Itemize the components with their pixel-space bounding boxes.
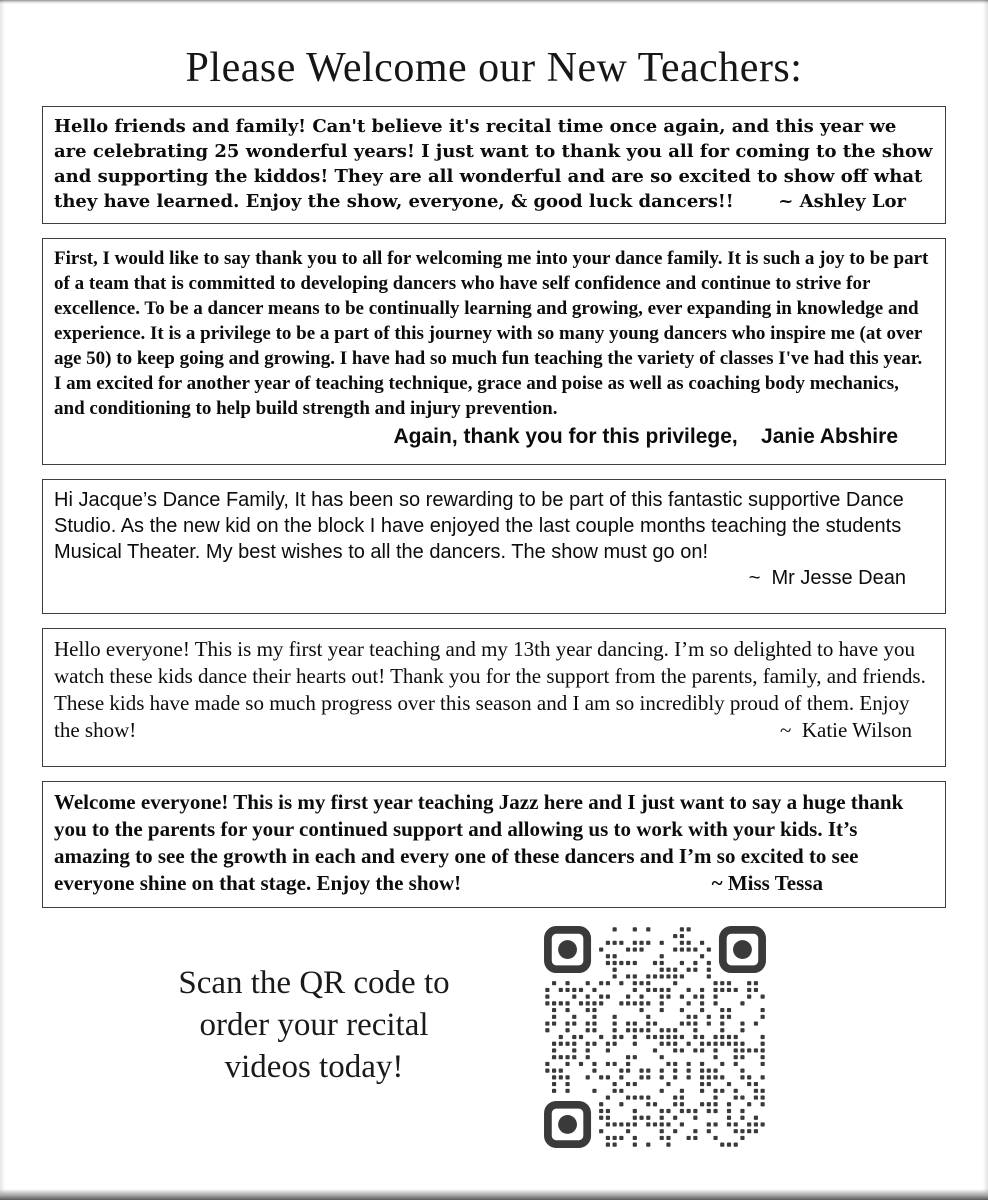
signature-tessa: ~ Miss Tessa bbox=[711, 871, 823, 895]
page-edge-bottom bbox=[0, 1189, 988, 1200]
signature-janie: Again, thank you for this privilege, Janie Abshire bbox=[393, 425, 898, 448]
teacher-message-box-katie bbox=[42, 628, 946, 767]
message-paragraph bbox=[54, 636, 934, 744]
message-paragraph bbox=[54, 246, 934, 421]
page-edge-left bbox=[0, 0, 5, 1200]
qr-code-icon bbox=[544, 926, 766, 1148]
messages-section bbox=[42, 106, 946, 908]
message-paragraph bbox=[54, 114, 934, 214]
page-edge-right bbox=[983, 0, 988, 1200]
message-paragraph bbox=[54, 487, 934, 565]
qr-caption bbox=[136, 962, 492, 1088]
page-edge-top bbox=[0, 0, 988, 4]
qr-caption-line: order your recital bbox=[199, 1007, 429, 1043]
message-text: Welcome everyone! This is my first year teaching Jazz here and I just want to say a huge thank you to the parents for your continued support and allowing us to work with your kids. It’s amazing to see the growth in each and every one of these dancers and I’m so excited to see everyone shine on that stage. Enjoy the show! bbox=[54, 790, 904, 895]
message-text: Hi Jacque’s Dance Family, It has been so rewarding to be part of this fantastic supportive Dance Studio. As the new kid on the block I have enjoyed the last couple months teaching the students Musical Theater. My best wishes to all the dancers. The show must go on! bbox=[54, 489, 904, 563]
page-title: Please Welcome our New Teachers: bbox=[185, 45, 803, 91]
qr-caption-line: Scan the QR code to bbox=[178, 965, 450, 1001]
signature-katie: ~ Katie Wilson bbox=[779, 718, 912, 742]
message-text: Hello everyone! This is my first year teaching and my 13th year dancing. I’m so delighted to have you watch these kids dance their hearts out! Thank you for the support from the parents, family, and friends. These kids have made so much progress over this season and I am so incredibly proud of them. Enjoy the show! bbox=[54, 637, 926, 742]
signature-jesse: ~ Mr Jesse Dean bbox=[748, 567, 906, 589]
teacher-message-box-jesse bbox=[42, 479, 946, 614]
qr-footer bbox=[136, 926, 988, 1148]
teacher-message-box-tessa bbox=[42, 781, 946, 908]
teacher-message-box-ashley bbox=[42, 106, 946, 224]
message-text: First, I would like to say thank you to all for welcoming me into your dance family. It is such a joy to be part of a team that is committed to developing dancers who have self confidence and continue to strive for excellence. To be a dancer means to be continually learning and growing, ever expanding in knowledge and experience. It is a privilege to be a part of this journey with so many young dancers who inspire me (at over age 50) to keep going and growing. I have had so much fun teaching the variety of classes I've had this year. I am excited for another year of teaching technique, grace and poise as well as coaching body mechanics, and conditioning to help build strength and injury prevention. bbox=[54, 248, 929, 419]
qr-caption-line: videos today! bbox=[224, 1049, 404, 1085]
teacher-message-box-janie bbox=[42, 238, 946, 465]
signature-ashley: ~ Ashley Lor bbox=[778, 191, 906, 212]
message-paragraph bbox=[54, 789, 934, 897]
message-text: Hello friends and family! Can't believe it's recital time once again, and this year we are celebrating 25 wonderful years! I just want to thank you all for coming to the show and supporting the kiddos! They are all wonderful and are so excited to show off what they have learned. Enjoy the show, everyone, & good luck dancers!! bbox=[54, 116, 933, 212]
